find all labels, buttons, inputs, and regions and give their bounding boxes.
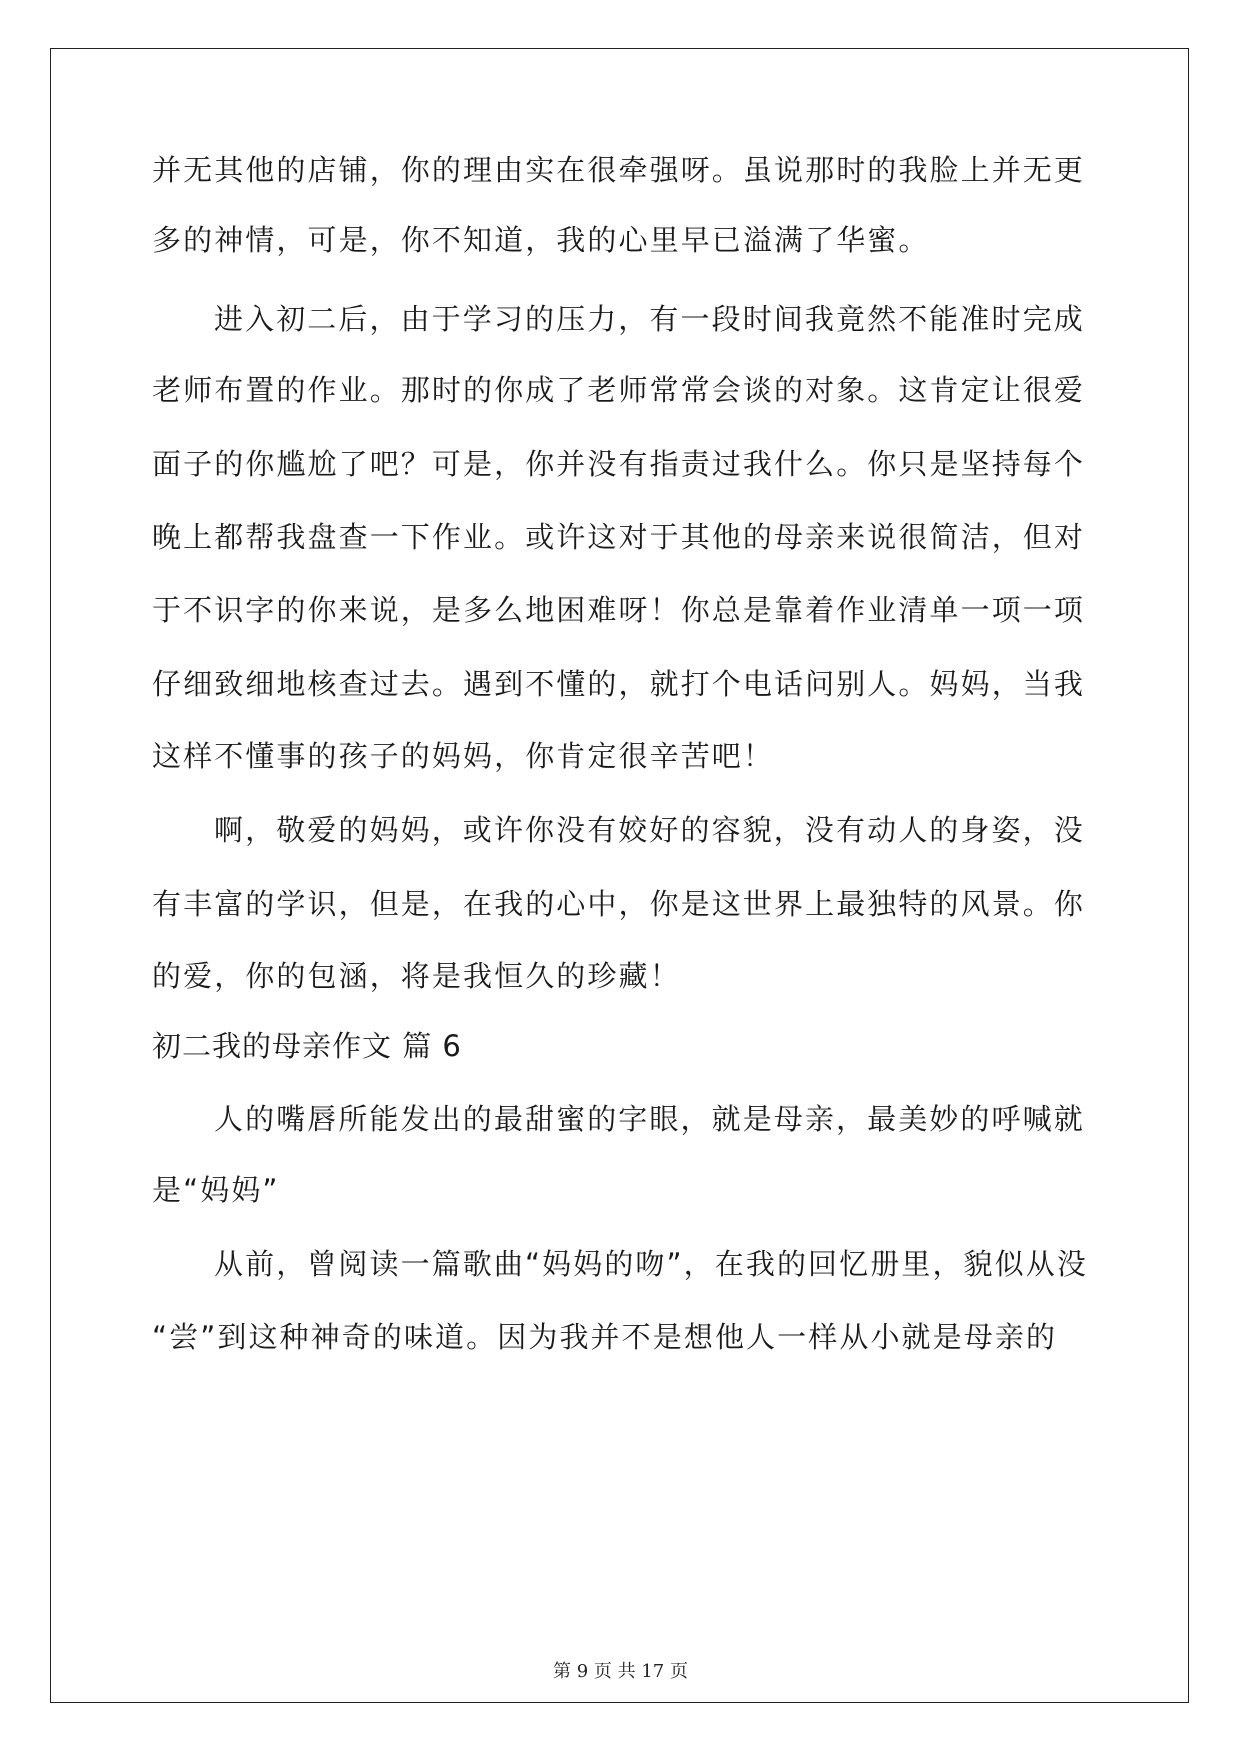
paragraph-start-line: 进入初二后，由于学习的压力，有一段时间我竟然不能准时完成	[214, 302, 1085, 336]
paragraph-start-line: 人的嘴唇所能发出的最甜蜜的字眼，就是母亲，最美妙的呼喊就	[214, 1102, 1085, 1136]
section-heading: 初二我的母亲作文 篇 6	[152, 1029, 462, 1063]
paragraph-start-line: 从前，曾阅读一篇歌曲“妈妈的吻”，在我的回忆册里，貌似从没	[214, 1247, 1088, 1281]
text-line: 并无其他的店铺，你的理由实在很牵强呀。虽说那时的我脸上并无更	[152, 153, 1086, 187]
text-line: 的爱，你的包涵，将是我恒久的珍藏！	[152, 959, 681, 993]
text-line: 晚上都帮我盘查一下作业。或许这对于其他的母亲来说很简洁，但对	[152, 520, 1086, 554]
text-line: 是“妈妈”	[152, 1173, 280, 1207]
text-line: 这样不懂事的孩子的妈妈，你肯定很辛苦吧！	[152, 739, 775, 773]
page-number-footer: 第 9 页 共 17 页	[553, 1661, 688, 1682]
text-line: 仔细致细地核查过去。遇到不懂的，就打个电话问别人。妈妈，当我	[152, 667, 1086, 701]
text-line: 于不识字的你来说，是多么地困难呀！你总是靠着作业清单一项一项	[152, 593, 1086, 627]
text-line: 有丰富的学识，但是，在我的心中，你是这世界上最独特的风景。你	[152, 887, 1086, 921]
paragraph-start-line: 啊，敬爱的妈妈，或许你没有姣好的容貌，没有动人的身姿，没	[214, 813, 1085, 847]
text-line: “尝”到这种神奇的味道。因为我并不是想他人一样从小就是母亲的	[152, 1320, 1058, 1354]
text-line: 老师布置的作业。那时的你成了老师常常会谈的对象。这肯定让很爱	[152, 373, 1086, 407]
text-line: 面子的你尴尬了吧？可是，你并没有指责过我什么。你只是坚持每个	[152, 447, 1086, 481]
page-frame	[50, 48, 1189, 1703]
text-line: 多的神情，可是，你不知道，我的心里早已溢满了华蜜。	[152, 223, 930, 257]
